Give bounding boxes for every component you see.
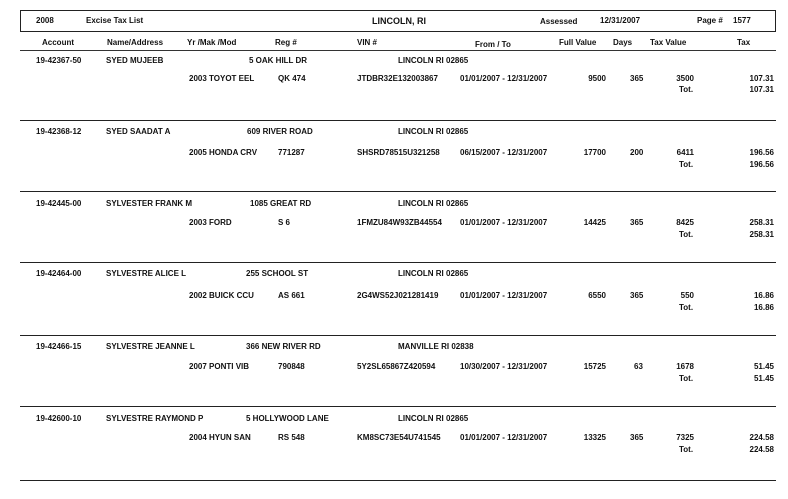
section-rule	[20, 406, 776, 407]
record-full-value: 13325	[583, 433, 606, 442]
record-total-label: Tot.	[679, 374, 694, 383]
col-account: Account	[42, 38, 74, 47]
record-days: 365	[630, 433, 644, 442]
record-vin: 1FMZU84W93ZB44554	[357, 218, 442, 227]
col-tax-value: Tax Value	[650, 38, 687, 47]
section-rule	[20, 480, 776, 481]
record-period: 10/30/2007 - 12/31/2007	[460, 362, 548, 371]
record-reg: QK 474	[278, 74, 306, 83]
record-name: SYLVESTRE RAYMOND P	[106, 414, 204, 423]
col-vin: VIN #	[357, 38, 378, 47]
record-account: 19-42464-00	[36, 269, 82, 278]
record-address: 5 HOLLYWOOD LANE	[246, 414, 329, 423]
record-city: LINCOLN RI 02865	[398, 199, 469, 208]
record-vin: KM8SC73E54U741545	[357, 433, 441, 442]
record-reg: RS 548	[278, 433, 305, 442]
record-address: 609 RIVER ROAD	[247, 127, 313, 136]
record-total-label: Tot.	[679, 85, 694, 94]
record-account: 19-42368-12	[36, 127, 82, 136]
record-total-label: Tot.	[679, 303, 694, 312]
record-tax: 51.45	[753, 362, 774, 371]
page-number: 1577	[733, 16, 751, 25]
record-full-value: 9500	[588, 74, 606, 83]
record-total: 51.45	[753, 374, 774, 383]
section-rule	[20, 120, 776, 121]
assessed-label: Assessed	[540, 17, 578, 26]
record-tax: 196.56	[749, 148, 774, 157]
record-period: 06/15/2007 - 12/31/2007	[460, 148, 548, 157]
record-days: 365	[630, 74, 644, 83]
record-vin: SHSRD78515U321258	[357, 148, 440, 157]
col-days: Days	[613, 38, 633, 47]
record-account: 19-42445-00	[36, 199, 82, 208]
record-vin: 2G4WS52J021281419	[357, 291, 439, 300]
record-vin: 5Y2SL65867Z420594	[357, 362, 436, 371]
record-account: 19-42466-15	[36, 342, 82, 351]
record-address: 366 NEW RIVER RD	[246, 342, 321, 351]
record-reg: S 6	[278, 218, 291, 227]
record-name: SYLVESTRE JEANNE L	[106, 342, 195, 351]
record-name: SYLVESTRE ALICE L	[106, 269, 187, 278]
record-vehicle: 2004 HYUN SAN	[189, 433, 251, 442]
record-address: 5 OAK HILL DR	[249, 56, 308, 65]
section-rule	[20, 262, 776, 263]
record-tax-value: 550	[680, 291, 694, 300]
record-full-value: 6550	[588, 291, 606, 300]
col-reg: Reg #	[275, 38, 297, 47]
col-from-to: From / To	[475, 40, 511, 49]
record-period: 01/01/2007 - 12/31/2007	[460, 74, 548, 83]
record-city: LINCOLN RI 02865	[398, 269, 469, 278]
record-vehicle: 2002 BUICK CCU	[189, 291, 254, 300]
report-town: LINCOLN, RI	[372, 16, 426, 26]
record-total: 16.86	[753, 303, 774, 312]
record-full-value: 14425	[583, 218, 606, 227]
record-total: 258.31	[749, 230, 774, 239]
report-title: Excise Tax List	[86, 16, 144, 25]
record-total-label: Tot.	[679, 230, 694, 239]
record-total: 196.56	[749, 160, 774, 169]
record-city: MANVILLE RI 02838	[398, 342, 474, 351]
record-tax: 16.86	[753, 291, 774, 300]
section-rule	[20, 191, 776, 192]
section-rule	[20, 335, 776, 336]
record-days: 365	[630, 218, 644, 227]
col-tax: Tax	[737, 38, 751, 47]
record-total: 224.58	[749, 445, 774, 454]
record-tax-value: 6411	[676, 148, 694, 157]
col-full-value: Full Value	[559, 38, 597, 47]
record-period: 01/01/2007 - 12/31/2007	[460, 433, 548, 442]
record-address: 255 SCHOOL ST	[246, 269, 309, 278]
record-vehicle: 2003 TOYOT EEL	[189, 74, 255, 83]
record-reg: 771287	[278, 148, 305, 157]
record-name: SYED MUJEEB	[106, 56, 164, 65]
record-tax-value: 1678	[676, 362, 694, 371]
record-tax: 107.31	[749, 74, 774, 83]
record-vehicle: 2005 HONDA CRV	[189, 148, 258, 157]
record-account: 19-42600-10	[36, 414, 82, 423]
record-tax-value: 3500	[676, 74, 694, 83]
record-city: LINCOLN RI 02865	[398, 414, 469, 423]
record-vin: JTDBR32E132003867	[357, 74, 438, 83]
page-label: Page #	[697, 16, 723, 25]
record-days: 63	[634, 362, 643, 371]
record-vehicle: 2007 PONTI VIB	[189, 362, 250, 371]
record-address: 1085 GREAT RD	[250, 199, 312, 208]
record-full-value: 15725	[583, 362, 606, 371]
record-reg: AS 661	[278, 291, 305, 300]
record-tax: 224.58	[749, 433, 774, 442]
record-tax: 258.31	[749, 218, 774, 227]
col-name-address: Name/Address	[107, 38, 164, 47]
record-tax-value: 8425	[676, 218, 694, 227]
header-rule	[20, 50, 776, 51]
record-period: 01/01/2007 - 12/31/2007	[460, 291, 548, 300]
record-days: 365	[630, 291, 644, 300]
report-year: 2008	[36, 16, 54, 25]
record-total-label: Tot.	[679, 160, 694, 169]
record-period: 01/01/2007 - 12/31/2007	[460, 218, 548, 227]
record-reg: 790848	[278, 362, 305, 371]
record-account: 19-42367-50	[36, 56, 82, 65]
assessed-date: 12/31/2007	[600, 16, 641, 25]
record-total-label: Tot.	[679, 445, 694, 454]
record-tax-value: 7325	[676, 433, 694, 442]
record-full-value: 17700	[583, 148, 606, 157]
record-total: 107.31	[749, 85, 774, 94]
col-yr-make-model: Yr /Mak /Mod	[187, 38, 237, 47]
record-days: 200	[630, 148, 644, 157]
record-city: LINCOLN RI 02865	[398, 56, 469, 65]
record-name: SYED SAADAT A	[106, 127, 171, 136]
record-name: SYLVESTER FRANK M	[106, 199, 193, 208]
record-city: LINCOLN RI 02865	[398, 127, 469, 136]
record-vehicle: 2003 FORD	[189, 218, 232, 227]
